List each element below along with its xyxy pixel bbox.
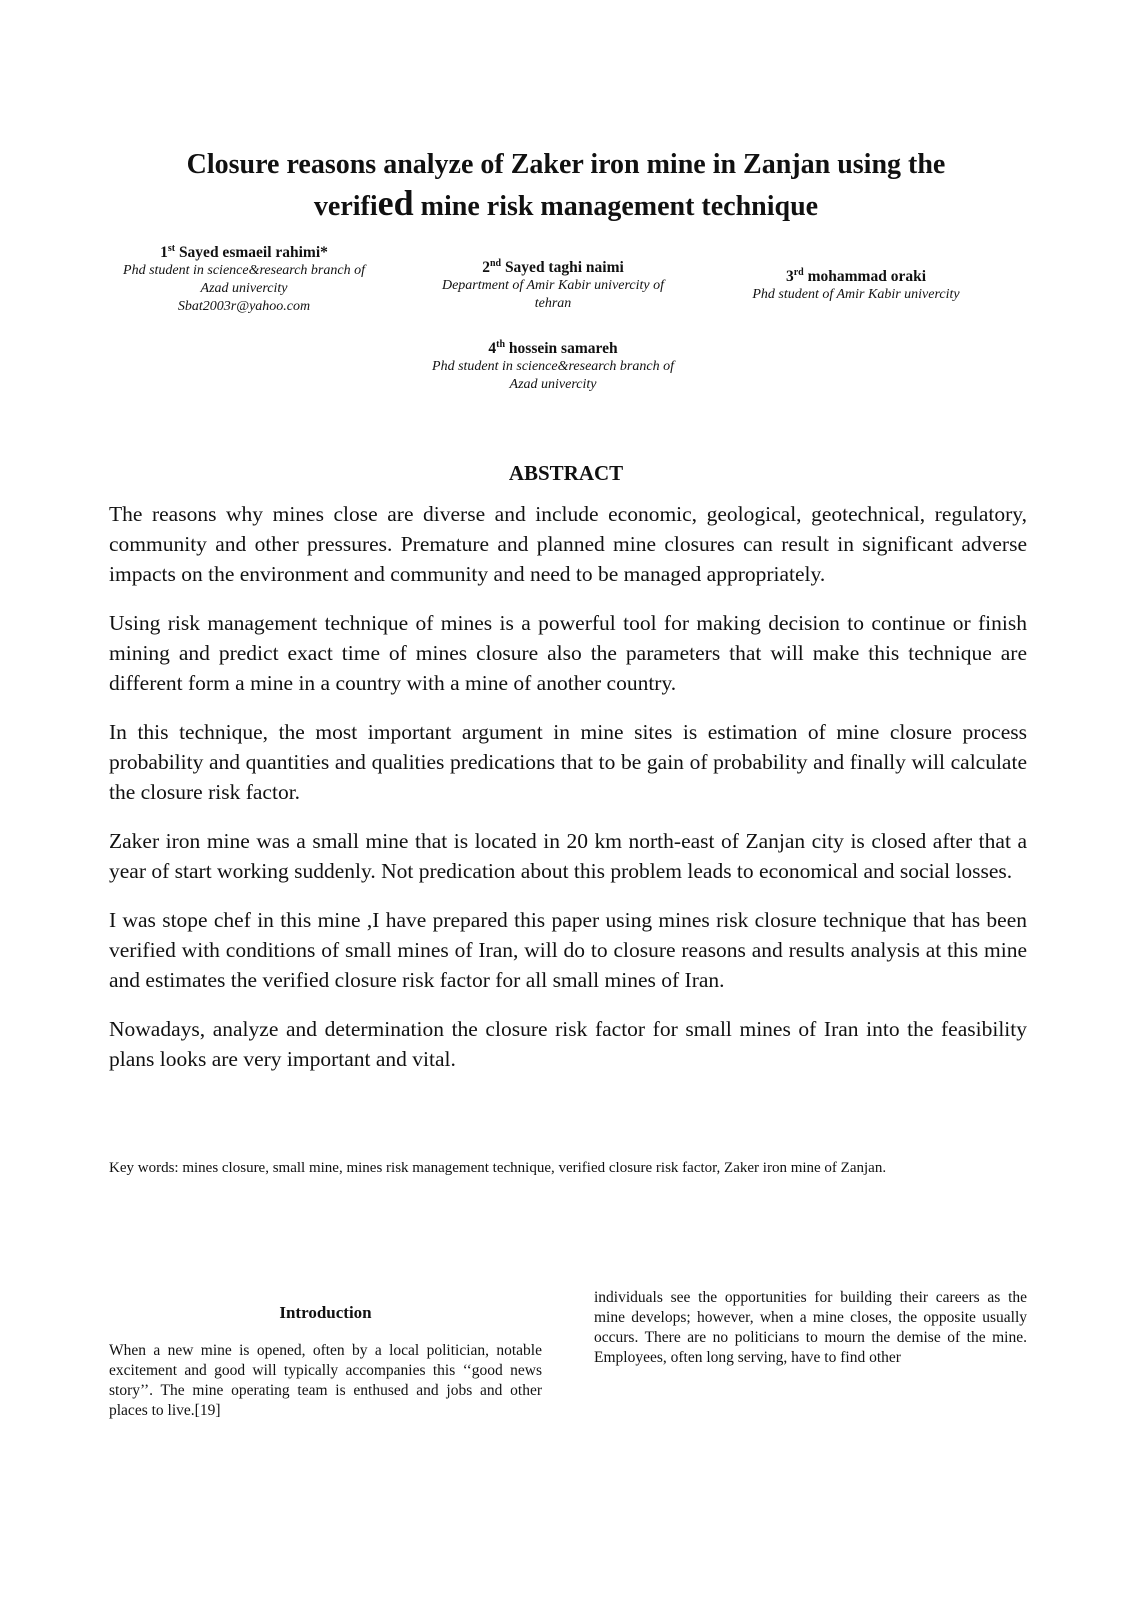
introduction-heading: Introduction xyxy=(279,1303,372,1322)
introduction-text-left: When a new mine is opened, often by a local politician, notable excitement and good will typically accompanies this ‘‘good news story’’. The mine operating team is enthused and jobs and other places to live.[19] xyxy=(109,1342,542,1419)
abstract-heading: ABSTRACT xyxy=(508,461,624,485)
title-line-1: Closure reasons analyze of Zaker iron mine in Zanjan using the xyxy=(186,149,946,180)
author-2-affiliation: Department of Amir Kabir univercity of xyxy=(441,278,665,293)
author-4-affiliation: Phd student in science&research branch of xyxy=(432,359,674,374)
introduction-text-right: individuals see the opportunities for building their careers as the mine develops; however, when a mine closes, the opposite usually occurs. There are no politicians to mourn the demise of the mine. Employees, often long serving, have to find other xyxy=(594,1289,1027,1366)
author-1-email: Sbat2003r@yahoo.com xyxy=(177,299,311,314)
author-1-affiliation: Phd student in science&research branch of xyxy=(123,263,365,278)
author-2: 2nd Sayed taghi naimi Department of Amir Kabir univercity of tehran xyxy=(413,259,693,313)
abstract-paragraph: I was stope chef in this mine ,I have prepared this paper using mines risk closure technique that has been verified with conditions of small mines of Iran, will do to closure reasons and results analysis at this mine and estimates the verified closure risk factor for all small mines of Iran. xyxy=(109,908,1027,992)
author-1: 1st Sayed esmaeil rahimi* Phd student in science&research branch of Azad univercity Sbat2003r@yahoo.com xyxy=(113,244,375,316)
keywords: Key words: mines closure, small mine, mines risk management technique, verified closure risk factor, Zaker iron mine of Zanjan. xyxy=(109,1160,887,1176)
author-4: 4th hossein samareh Phd student in science&research branch of Azad univercity xyxy=(413,340,693,394)
abstract-paragraph: The reasons why mines close are diverse and include economic, geological, geotechnical, regulatory, community and other pressures. Premature and planned mine closures can result in significant adverse impacts on the environment and community and need to be managed appropriately. xyxy=(109,502,1027,586)
title-line-2: verified mine risk management technique xyxy=(313,183,819,223)
abstract-paragraph: In this technique, the most important argument in mine sites is estimation of mine closure process probability and quantities and qualities predications that to be gain of probability and finally will calculate the closure risk factor. xyxy=(109,720,1027,804)
abstract-paragraph: Nowadays, analyze and determination the closure risk factor for small mines of Iran into the feasibility plans looks are very important and vital. xyxy=(109,1017,1027,1071)
introduction-column-right xyxy=(594,1288,1027,1368)
author-3: 3rd mohammad oraki Phd student of Amir Kabir univercity xyxy=(720,268,992,304)
abstract-body xyxy=(109,499,1027,1093)
abstract-paragraph: Using risk management technique of mines is a powerful tool for making decision to continue or finish mining and predict exact time of mines closure also the parameters that will make this technique are different form a mine in a country with a mine of another country. xyxy=(109,611,1027,695)
introduction-column-left xyxy=(109,1303,542,1421)
paper-title xyxy=(110,146,1022,226)
author-3-affiliation: Phd student of Amir Kabir univercity xyxy=(752,287,960,302)
abstract-paragraph: Zaker iron mine was a small mine that is located in 20 km north-east of Zanjan city is closed after that a year of start working suddenly. Not predication about this problem leads to economical and social losses. xyxy=(109,829,1027,883)
